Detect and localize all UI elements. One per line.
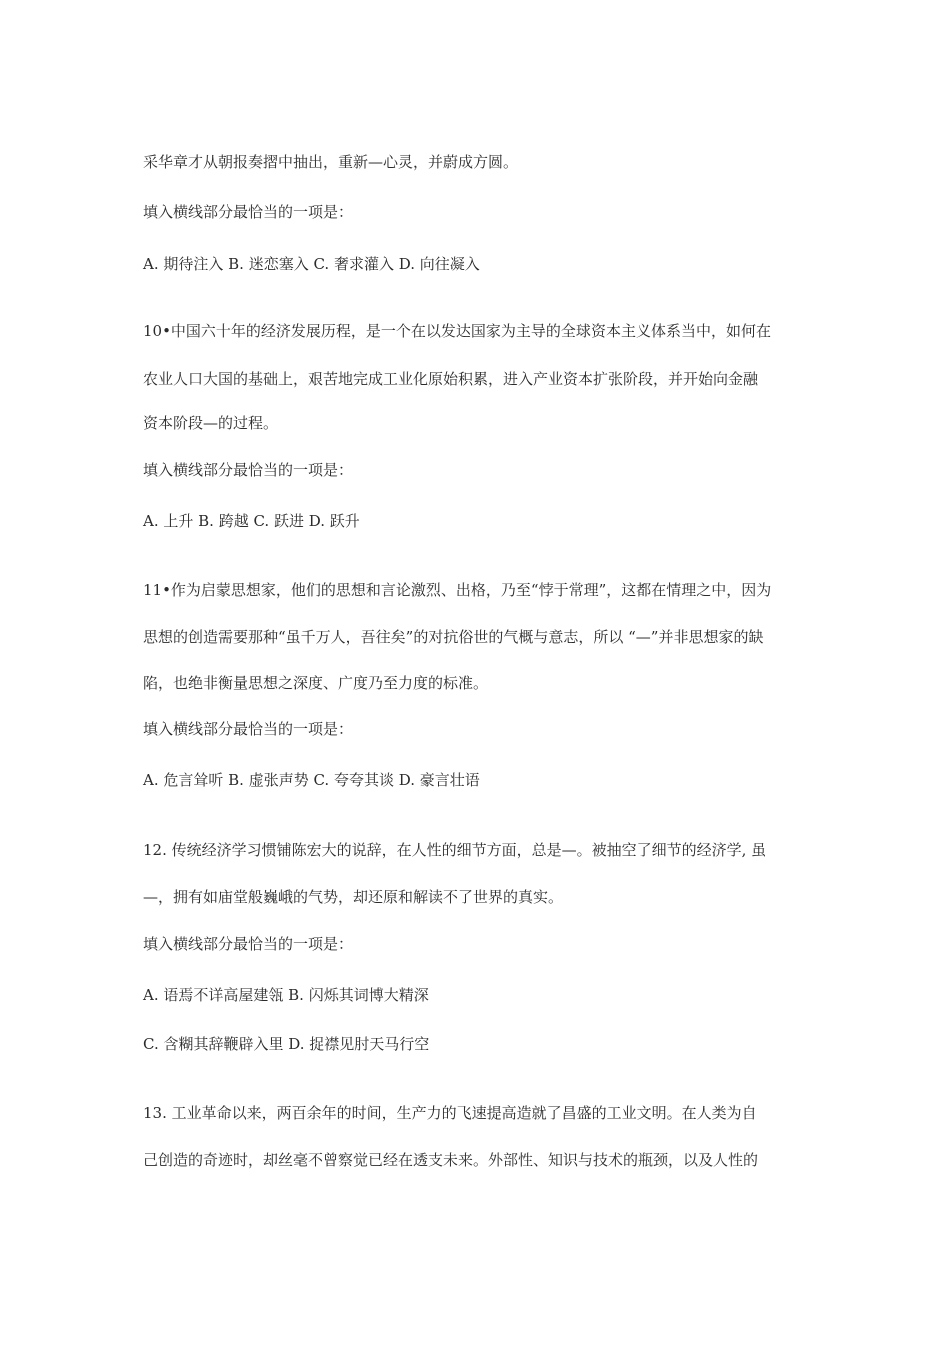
q13-stem-line-1: 13. 工业革命以来，两百余年的时间，生产力的飞速提高造就了昌盛的工业文明。在人类为自 (143, 1104, 757, 1122)
q11-prompt: 填入横线部分最恰当的一项是： (143, 720, 354, 738)
q11-options: A. 危言耸听 B. 虚张声势 C. 夸夸其谈 D. 豪言壮语 (143, 771, 480, 789)
q9-prompt: 填入横线部分最恰当的一项是： (143, 203, 354, 221)
q10-stem-line-1: 10•中国六十年的经济发展历程，是一个在以发达国家为主导的全球资本主义体系当中，如何在 (143, 322, 771, 340)
q12-stem-line-2: —，拥有如庙堂般巍峨的气势，却还原和解读不了世界的真实。 (143, 888, 564, 906)
q12-stem-line-1: 12. 传统经济学习惯铺陈宏大的说辞，在人性的细节方面，总是—。被抽空了细节的经济学, 虽 (143, 841, 767, 859)
q11-stem-line-2: 思想的创造需要那种“虽千万人，吾往矣”的对抗俗世的气概与意志，所以 “—”并非思想家的缺 (143, 628, 764, 646)
q12-options-line-1: A. 语焉不详高屋建瓴 B. 闪烁其词博大精深 (143, 986, 429, 1004)
q9-stem-tail: 采华章才从朝报奏摺中抽出，重新—心灵，并蔚成方圆。 (143, 153, 519, 171)
q10-stem-line-2: 农业人口大国的基础上，艰苦地完成工业化原始积累，进入产业资本扩张阶段，并开始向金融 (143, 370, 759, 388)
q12-prompt: 填入横线部分最恰当的一项是： (143, 935, 354, 953)
q12-options-line-2: C. 含糊其辞鞭辟入里 D. 捉襟见肘天马行空 (143, 1035, 430, 1053)
q11-stem-line-1: 11•作为启蒙思想家，他们的思想和言论激烈、出格，乃至“悖于常理”，这都在情理之中，因为 (143, 581, 772, 599)
q10-prompt: 填入横线部分最恰当的一项是： (143, 461, 354, 479)
q13-stem-line-2: 己创造的奇迹时，却丝毫不曾察觉已经在透支未来。外部性、知识与技术的瓶颈，以及人性的 (143, 1151, 759, 1169)
q10-options: A. 上升 B. 跨越 C. 跃进 D. 跃升 (143, 512, 360, 530)
q10-stem-line-3: 资本阶段—的过程。 (143, 414, 279, 432)
q9-options: A. 期待注入 B. 迷恋塞入 C. 奢求灌入 D. 向往凝入 (143, 255, 480, 273)
q11-stem-line-3: 陷，也绝非衡量思想之深度、广度乃至力度的标准。 (143, 674, 489, 692)
